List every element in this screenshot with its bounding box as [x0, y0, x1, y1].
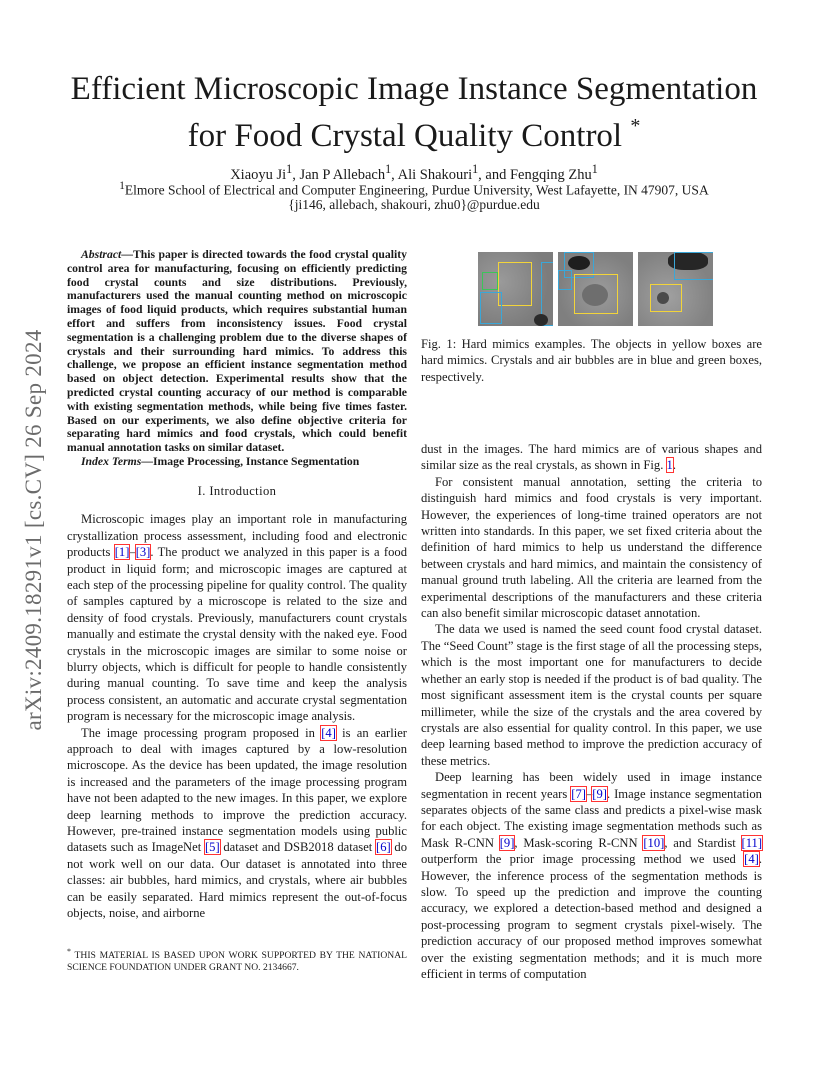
author-4-affil: 1 [591, 162, 598, 176]
author-2: , Jan P Allebach [292, 166, 386, 183]
yellow-box [498, 262, 532, 306]
arxiv-identifier [12, 300, 56, 760]
index-terms-text: —Image Processing, Instance Segmentation [141, 454, 360, 468]
author-1-affil: 1 [286, 162, 293, 176]
abstract-label: Abstract [81, 248, 122, 261]
microscopy-panel-1 [478, 252, 553, 326]
citation-link[interactable]: [5] [204, 840, 220, 855]
right-paragraph-1: dust in the images. The hard mimics are of various shapes and similar size as the real crystals, as shown in Fig. 1. [421, 442, 762, 473]
right-paragraph-3: The data we used is named the seed count food crystal dataset. The “Seed Count” stage is the first stage of all the processing steps, which is the most important one for manufacturers to decide whether an early stop is needed if the product is of bad quality. The most significant assessment item is the crystal counts per square millimeter, while the size of the crystals and the area covered by crystals are also essential for quality control. In this paper, we use deep learning based method to improve the prediction accuracy of these metrics. [421, 622, 762, 768]
abstract-text: —This paper is directed towards the food crystal quality control area for manufacturing, focusing on efficiently predicting food crystal counts and size distributions. Previously, manufacturers used the manual counting method on microscopic images of food liquid products, which requires substantial human effort and suffers from inconsistency issues. Food crystal segmentation is a challenging problem due to the diverse shapes of crystals and their surrounding hard mimics. To address this challenge, we propose an efficient instance segmentation method based on object detection. Experimental results show that the predicted crystal counting accuracy of our method is comparable with existing segmentation methods, while being five times faster. Based on our experiments, we also define objective criteria for separating hard mimics and food crystals, which could benefit manual annotation tasks on similar dataset. [67, 248, 407, 455]
intro-paragraph-1: Microscopic images play an important role in manufacturing crystallization process assessment, including food and electronic products [1]–[3]. The product we analyzed in this paper is a food product in liquid form; and microscopic images are captured at each step of the processing pipeline for quality control. The quality of samples captured by a microscope is related to the size and density of food crystals. Previously, manufacturers count crystals manually and estimate the crystal density with the naked eye. Food crystals in the microscopic images are similar to some noise or blurry objects, which is difficult for people to handle consistently during manual counting. To save time and keep the analysis process consistent, an automatic and accurate crystal segmentation program is necessary for the microscopic image analysis. [67, 512, 407, 724]
blue-box [558, 270, 572, 290]
author-2-affil: 1 [385, 162, 392, 176]
author-1: Xiaoyu Ji [230, 166, 287, 183]
microscopy-panel-3 [638, 252, 713, 326]
affiliation-text: Elmore School of Electrical and Computer Engineering, Purdue University, West Lafayette, IN 47907, USA [124, 182, 709, 198]
author-emails: {ji146, allebach, shakouri, zhu0}@purdue.edu [288, 197, 540, 212]
intro-paragraph-2: The image processing program proposed in [4] is an earlier approach to deal with images captured by a low-resolution microscope. As the device has been updated, the image resolution is increased and the parameters of the image processing program have not been adapted to the new images. In this paper, we explore deep learning methods to improve the prediction accuracy. However, pre-trained instance segmentation models using public datasets such as ImageNet [5] dataset and DSB2018 dataset [6] do not work well on our data. Our dataset is annotated into three classes: air bubbles, hard mimics, and crystals, where air bubbles can be easily separated. Hard mimics represent the out-of-focus objects, noise, and airborne [67, 725, 408, 921]
citation-link[interactable]: [6] [376, 840, 391, 855]
figure-reference-link[interactable]: 1 [666, 458, 673, 473]
figure-1 [478, 252, 714, 326]
right-column [421, 441, 762, 982]
citation-link[interactable]: [1] [114, 545, 130, 560]
yellow-box [574, 274, 618, 314]
affiliation [40, 180, 788, 199]
author-3-affil: 1 [472, 162, 479, 176]
figure-1-caption: Fig. 1: Hard mimics examples. The objects in yellow boxes are hard mimics. Crystals and air bubbles are in blue and green boxes, respectively. [421, 337, 762, 384]
footnote [67, 946, 407, 974]
blue-box [674, 252, 713, 280]
citation-link[interactable]: [7] [571, 786, 586, 801]
citation-link[interactable]: [4] [744, 852, 759, 867]
title-line-1: Efficient Microscopic Image Instance Segmentation [70, 71, 758, 107]
author-3: , Ali Shakouri [391, 166, 473, 183]
left-column [67, 248, 407, 922]
affiliation-mark: 1 [119, 180, 125, 192]
right-paragraph-2: For consistent manual annotation, setting the criteria to distinguish hard mimics and food crystals is very important. However, the experiences of long-time trained operators are not written into standards. In this paper, we set fixed criteria about the definition of hard mimics to help us understand the difference between crystals and hard mimics, and maintain the consistency of manual ground truth labeling. All the criteria are learned from the experimental descriptions of the manufacturers and these criteria can also benefit similar microscopic dataset annotation. [421, 474, 762, 621]
arxiv-identifier-text: arXiv:2409.18291v1 [cs.CV] 26 Sep 2024 [21, 329, 46, 731]
citation-link[interactable]: [9] [592, 786, 607, 801]
author-4: , and Fengqing Zhu [478, 166, 592, 183]
citation-link[interactable]: [11] [741, 835, 763, 850]
air-bubble [534, 314, 548, 326]
yellow-box [650, 284, 682, 312]
title-footnote-mark: * [630, 115, 641, 137]
title-line-2: for Food Crystal Quality Control [187, 118, 623, 154]
citation-link[interactable]: [9] [499, 835, 515, 850]
blue-box [480, 292, 502, 324]
footnote-mark: * [67, 947, 71, 956]
index-terms [67, 455, 407, 469]
microscopy-panel-2 [558, 252, 633, 326]
green-box [482, 272, 498, 290]
citation-link[interactable]: [10] [643, 835, 665, 850]
index-terms-label: Index Terms [81, 454, 142, 468]
right-paragraph-4: Deep learning has been widely used in image instance segmentation in recent years [7]–[9]. Image instance segmentation separates objects of the same class and predicts a pixel-wise mask for each object. The existing image segmentation methods such as Mask R-CNN [9], Mask-scoring R-CNN [10], and Stardist [11] outperform the prior image processing method we used [4]. However, the inference process of the segmentation methods is slow. To speed up the prediction and improve the counting accuracy, we explored a detection-based method and designed a post-processing program to segment crystals pixel-wisely. The prediction accuracy of our proposed method improves somewhat over the existing segmentation methods; and it is much more efficient in terms of computation [421, 770, 763, 981]
citation-link[interactable]: [3] [135, 545, 151, 560]
paper-title [40, 70, 788, 156]
citation-link[interactable]: [4] [321, 725, 336, 740]
abstract [67, 248, 407, 455]
footnote-text: THIS MATERIAL IS BASED UPON WORK SUPPORTED BY THE NATIONAL SCIENCE FOUNDATION UNDER GRANT NO. 2134667. [67, 950, 407, 974]
section-heading-introduction: I. Introduction [197, 483, 277, 498]
